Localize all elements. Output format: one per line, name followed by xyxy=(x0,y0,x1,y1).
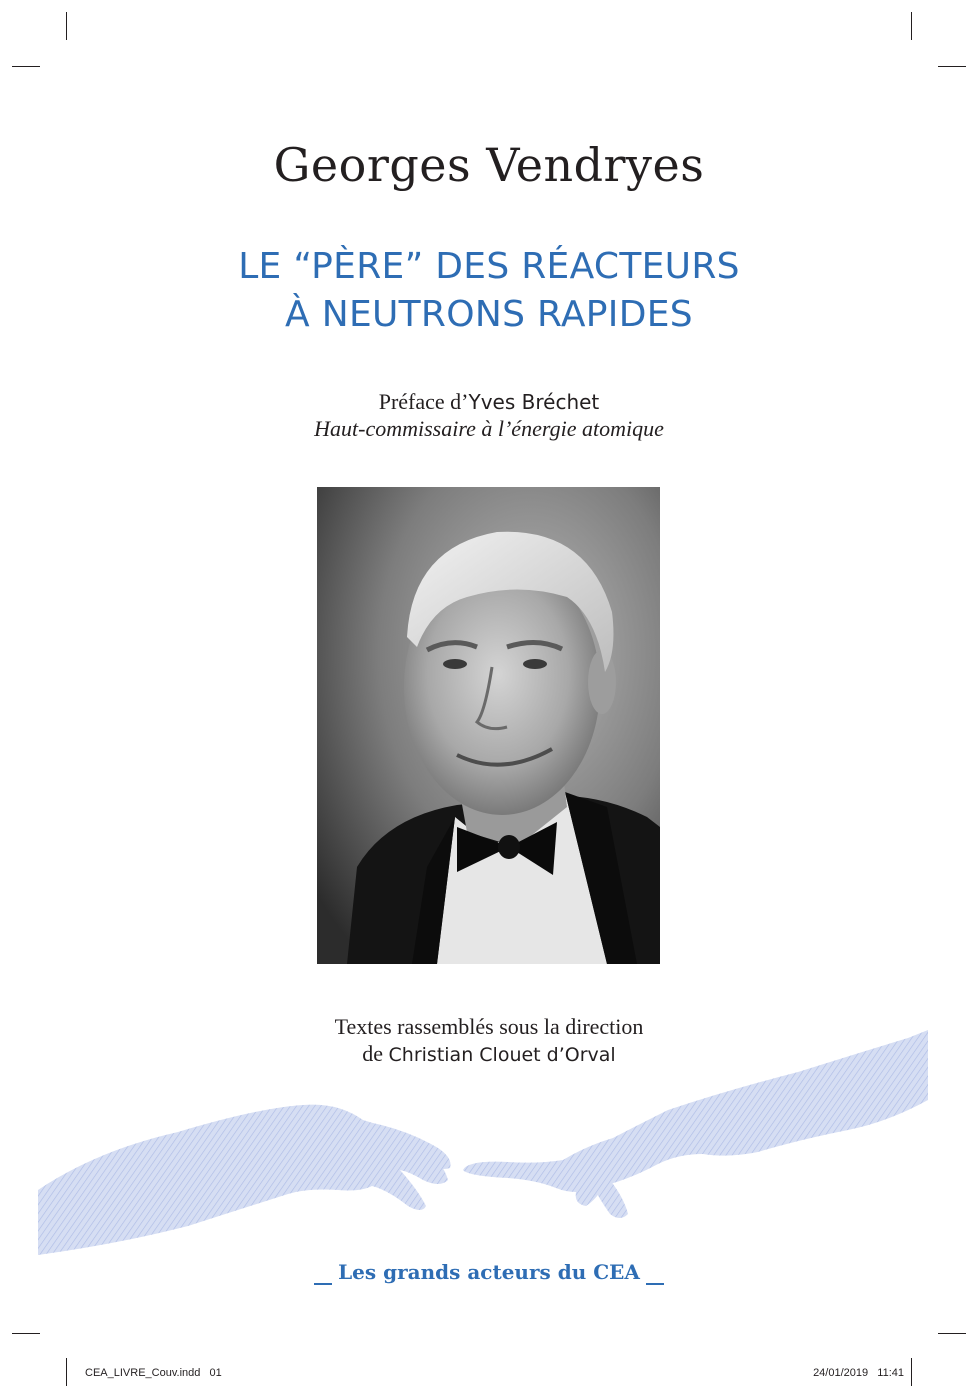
portrait-photo xyxy=(317,487,660,964)
crop-mark-bottom-left-vertical xyxy=(66,1358,67,1386)
preface-author-name: Yves Bréchet xyxy=(468,390,600,414)
crop-mark-bottom-right-horizontal xyxy=(938,1333,966,1334)
crop-mark-bottom-right-vertical xyxy=(911,1358,912,1386)
author-name: Georges Vendryes xyxy=(273,138,705,192)
direction-editor-name: Christian Clouet d’Orval xyxy=(388,1044,616,1066)
book-title-line-2: À NEUTRONS RAPIDES xyxy=(285,294,693,335)
series-title xyxy=(0,1260,978,1285)
preface-author-role: Haut-commissaire à l’énergie atomique xyxy=(314,416,664,441)
crop-mark-top-right-horizontal xyxy=(938,66,966,67)
print-slug-datetime: 24/01/2019 11:41 xyxy=(813,1367,904,1379)
preface-prefix: Préface d’ xyxy=(378,389,469,414)
creation-hands-illustration xyxy=(38,1030,928,1270)
crop-mark-top-right-vertical xyxy=(911,12,912,40)
series-title-text: Les grands acteurs du CEA xyxy=(338,1260,640,1284)
crop-mark-bottom-left-horizontal xyxy=(12,1333,40,1334)
print-slug-filename: CEA_LIVRE_Couv.indd 01 xyxy=(85,1367,222,1379)
direction-credit-line-1: Textes rassemblés sous la direction xyxy=(334,1014,644,1039)
series-dash-right xyxy=(646,1283,664,1285)
book-title-line-1: LE “PÈRE” DES RÉACTEURS xyxy=(238,246,740,287)
direction-prefix: de xyxy=(362,1041,389,1066)
crop-mark-top-left-vertical xyxy=(66,12,67,40)
series-dash-left xyxy=(314,1283,332,1285)
crop-mark-top-left-horizontal xyxy=(12,66,40,67)
preface-credit xyxy=(0,389,978,415)
